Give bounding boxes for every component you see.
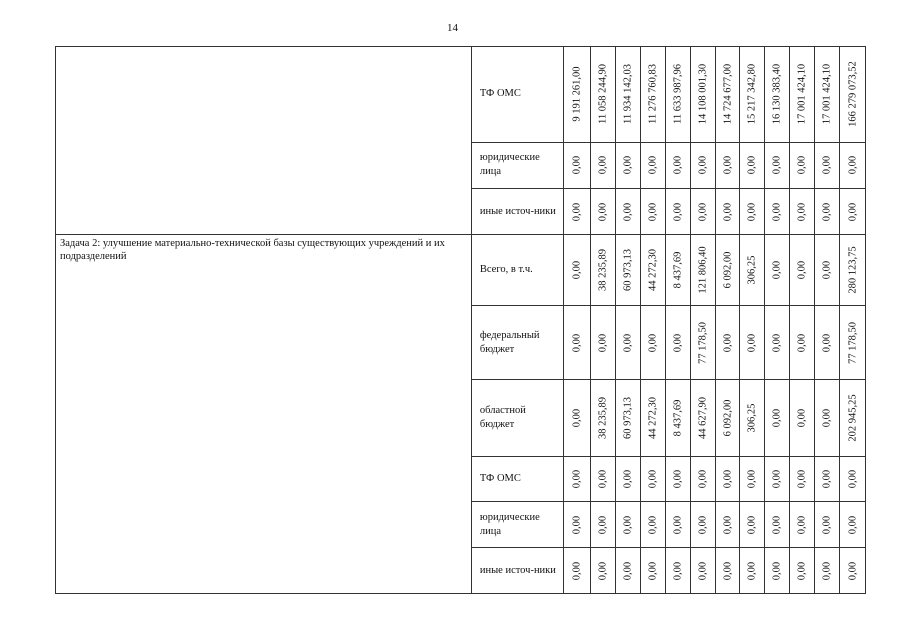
funding-source-cell: юридические лица [471, 502, 563, 548]
amount-cell [715, 235, 740, 306]
amount-cell [840, 380, 866, 456]
amount-value: 0,00 [796, 156, 808, 175]
amount-value: 0,00 [571, 408, 583, 428]
amount-value: 0,00 [622, 515, 634, 535]
amount-value: 16 130 383,40 [771, 64, 783, 125]
amount-cell [640, 456, 665, 502]
amount-value: 11 633 987,96 [672, 64, 684, 125]
amount-value: 0,00 [821, 202, 833, 221]
amount-cell [616, 235, 641, 306]
amount-value: 6 092,00 [722, 399, 734, 437]
amount-cell [840, 306, 866, 380]
amount-value: 0,00 [821, 515, 833, 535]
amount-value: 0,00 [597, 469, 609, 489]
amount-cell [765, 456, 790, 502]
amount-cell [591, 548, 616, 594]
amount-value: 0,00 [796, 202, 808, 221]
amount-cell [690, 548, 715, 594]
amount-cell [715, 456, 740, 502]
amount-value: 38 235,89 [597, 397, 609, 440]
amount-value: 0,00 [746, 469, 758, 489]
amount-cell [740, 142, 765, 189]
amount-value: 0,00 [796, 260, 808, 280]
amount-cell [690, 456, 715, 502]
amount-value: 0,00 [647, 202, 659, 221]
amount-cell [591, 456, 616, 502]
amount-cell [591, 502, 616, 548]
amount-cell [740, 502, 765, 548]
amount-cell [765, 189, 790, 235]
amount-cell [790, 380, 815, 456]
amount-value: 0,00 [847, 561, 859, 580]
amount-value: 0,00 [647, 515, 659, 535]
funding-source-cell: Всего, в т.ч. [471, 235, 563, 306]
amount-cell [815, 380, 840, 456]
amount-value: 0,00 [647, 333, 659, 353]
amount-value: 60 973,13 [622, 249, 634, 292]
amount-value: 0,00 [722, 156, 734, 175]
amount-value: 306,25 [746, 255, 758, 285]
amount-cell [616, 380, 641, 456]
amount-value: 0,00 [746, 561, 758, 580]
amount-cell [616, 189, 641, 235]
amount-value: 0,00 [771, 469, 783, 489]
task-cell: Задача 2: улучшение материально-технической базы существующих учреждений и их подразделений [56, 235, 472, 594]
amount-cell [690, 142, 715, 189]
amount-value: 0,00 [571, 156, 583, 175]
amount-value: 0,00 [771, 515, 783, 535]
amount-cell [665, 502, 690, 548]
amount-value: 0,00 [746, 515, 758, 535]
amount-cell [790, 456, 815, 502]
amount-cell [640, 306, 665, 380]
amount-cell [665, 456, 690, 502]
amount-cell [690, 189, 715, 235]
amount-cell [591, 235, 616, 306]
amount-cell [740, 456, 765, 502]
amount-value: 0,00 [847, 515, 859, 535]
amount-value: 44 272,30 [647, 397, 659, 440]
amount-value: 6 092,00 [722, 251, 734, 289]
amount-cell [591, 189, 616, 235]
amount-value: 0,00 [771, 260, 783, 280]
amount-value: 11 934 142,03 [622, 64, 634, 125]
amount-value: 0,00 [722, 333, 734, 353]
amount-value: 0,00 [771, 202, 783, 221]
amount-cell [690, 502, 715, 548]
amount-value: 0,00 [672, 515, 684, 535]
amount-cell [790, 189, 815, 235]
amount-value: 14 724 677,00 [722, 64, 734, 125]
amount-value: 38 235,89 [597, 249, 609, 292]
amount-value: 0,00 [622, 333, 634, 353]
amount-value: 44 627,90 [697, 397, 709, 440]
amount-cell [665, 142, 690, 189]
amount-cell [616, 306, 641, 380]
amount-value: 60 973,13 [622, 397, 634, 440]
funding-source-cell: иные источ-ники [471, 548, 563, 594]
amount-cell [715, 306, 740, 380]
amount-cell [790, 548, 815, 594]
amount-cell [815, 189, 840, 235]
amount-cell [564, 380, 591, 456]
amount-cell [765, 502, 790, 548]
amount-cell [665, 548, 690, 594]
amount-cell [740, 548, 765, 594]
page-number: 14 [447, 22, 458, 34]
amount-value: 0,00 [571, 202, 583, 221]
amount-cell [715, 380, 740, 456]
amount-cell [765, 380, 790, 456]
amount-cell [790, 142, 815, 189]
amount-cell [564, 548, 591, 594]
amount-cell [640, 380, 665, 456]
amount-cell [564, 502, 591, 548]
amount-cell [640, 235, 665, 306]
amount-cell [765, 142, 790, 189]
amount-cell [740, 47, 765, 143]
amount-cell [564, 456, 591, 502]
amount-value: 77 178,50 [847, 321, 859, 364]
amount-cell [640, 548, 665, 594]
amount-cell [690, 235, 715, 306]
amount-value: 0,00 [672, 333, 684, 353]
amount-cell [715, 142, 740, 189]
amount-cell [564, 47, 591, 143]
amount-cell [640, 142, 665, 189]
amount-value: 0,00 [672, 561, 684, 580]
amount-value: 77 178,50 [697, 321, 709, 364]
amount-cell [564, 306, 591, 380]
amount-cell [840, 142, 866, 189]
amount-value: 0,00 [697, 202, 709, 221]
amount-value: 0,00 [722, 515, 734, 535]
amount-value: 14 108 001,30 [697, 64, 709, 125]
funding-source-cell: иные источ-ники [471, 189, 563, 235]
funding-source-cell: юридические лица [471, 142, 563, 189]
amount-value: 0,00 [597, 561, 609, 580]
amount-value: 0,00 [571, 515, 583, 535]
amount-value: 121 806,40 [697, 246, 709, 294]
amount-value: 0,00 [622, 156, 634, 175]
amount-cell [840, 502, 866, 548]
budget-table [55, 46, 866, 594]
amount-cell [616, 142, 641, 189]
amount-cell [564, 189, 591, 235]
task-cell [56, 47, 472, 235]
funding-source-cell: ТФ ОМС [471, 456, 563, 502]
amount-cell [690, 47, 715, 143]
amount-cell [840, 47, 866, 143]
funding-source-cell: ТФ ОМС [471, 47, 563, 143]
amount-cell [815, 142, 840, 189]
amount-value: 0,00 [796, 469, 808, 489]
amount-cell [591, 380, 616, 456]
amount-cell [815, 235, 840, 306]
amount-value: 0,00 [821, 408, 833, 428]
amount-cell [765, 306, 790, 380]
amount-cell [815, 47, 840, 143]
amount-value: 306,25 [746, 403, 758, 433]
amount-cell [790, 235, 815, 306]
amount-cell [715, 548, 740, 594]
amount-value: 15 217 342,80 [746, 64, 758, 125]
table-row [56, 235, 866, 306]
amount-value: 0,00 [821, 260, 833, 280]
amount-value: 0,00 [571, 561, 583, 580]
amount-value: 0,00 [672, 202, 684, 221]
amount-cell [616, 502, 641, 548]
amount-value: 0,00 [796, 515, 808, 535]
amount-value: 0,00 [622, 202, 634, 221]
amount-cell [690, 306, 715, 380]
amount-cell [790, 502, 815, 548]
amount-cell [616, 47, 641, 143]
amount-cell [815, 502, 840, 548]
amount-value: 0,00 [771, 561, 783, 580]
amount-value: 0,00 [722, 202, 734, 221]
amount-cell [740, 235, 765, 306]
amount-value: 0,00 [796, 561, 808, 580]
amount-value: 0,00 [821, 469, 833, 489]
amount-cell [765, 235, 790, 306]
amount-cell [640, 47, 665, 143]
amount-cell [665, 47, 690, 143]
amount-value: 0,00 [571, 333, 583, 353]
amount-cell [616, 456, 641, 502]
amount-cell [765, 548, 790, 594]
amount-value: 0,00 [722, 561, 734, 580]
amount-cell [665, 306, 690, 380]
amount-value: 202 945,25 [847, 394, 859, 442]
amount-value: 0,00 [746, 156, 758, 175]
amount-cell [790, 47, 815, 143]
amount-value: 0,00 [647, 156, 659, 175]
amount-value: 0,00 [622, 561, 634, 580]
amount-value: 0,00 [597, 156, 609, 175]
amount-value: 11 058 244,90 [597, 64, 609, 125]
amount-cell [616, 548, 641, 594]
amount-value: 0,00 [672, 156, 684, 175]
funding-source-cell: областной бюджет [471, 380, 563, 456]
amount-value: 0,00 [597, 202, 609, 221]
amount-value: 8 437,69 [672, 251, 684, 289]
amount-cell [765, 47, 790, 143]
amount-value: 17 001 424,10 [796, 64, 808, 125]
amount-cell [665, 380, 690, 456]
amount-cell [564, 235, 591, 306]
amount-cell [564, 142, 591, 189]
amount-value: 44 272,30 [647, 249, 659, 292]
table-body [56, 47, 866, 594]
amount-value: 9 191 261,00 [571, 66, 583, 122]
amount-cell [740, 306, 765, 380]
amount-value: 0,00 [697, 469, 709, 489]
amount-value: 0,00 [746, 333, 758, 353]
amount-cell [815, 306, 840, 380]
amount-cell [840, 548, 866, 594]
amount-value: 0,00 [571, 469, 583, 489]
amount-cell [815, 456, 840, 502]
amount-value: 0,00 [647, 469, 659, 489]
amount-value: 11 276 760,83 [647, 64, 659, 125]
amount-value: 0,00 [622, 469, 634, 489]
amount-value: 280 123,75 [847, 246, 859, 294]
amount-value: 0,00 [647, 561, 659, 580]
amount-value: 0,00 [821, 561, 833, 580]
amount-value: 0,00 [771, 408, 783, 428]
amount-cell [840, 189, 866, 235]
funding-source-cell: федеральный бюджет [471, 306, 563, 380]
amount-value: 0,00 [597, 515, 609, 535]
amount-cell [591, 306, 616, 380]
amount-cell [640, 502, 665, 548]
amount-value: 0,00 [796, 333, 808, 353]
amount-value: 0,00 [597, 333, 609, 353]
amount-cell [690, 380, 715, 456]
amount-cell [740, 380, 765, 456]
amount-value: 0,00 [672, 469, 684, 489]
amount-value: 8 437,69 [672, 399, 684, 437]
amount-value: 166 279 073,52 [847, 61, 859, 128]
amount-value: 17 001 424,10 [821, 64, 833, 125]
amount-value: 0,00 [847, 469, 859, 489]
amount-value: 0,00 [746, 202, 758, 221]
table-row [56, 47, 866, 143]
amount-cell [591, 142, 616, 189]
amount-value: 0,00 [722, 469, 734, 489]
amount-value: 0,00 [697, 156, 709, 175]
amount-cell [840, 235, 866, 306]
amount-cell [840, 456, 866, 502]
amount-value: 0,00 [821, 333, 833, 353]
amount-cell [790, 306, 815, 380]
amount-value: 0,00 [771, 333, 783, 353]
amount-value: 0,00 [771, 156, 783, 175]
amount-cell [640, 189, 665, 235]
amount-cell [591, 47, 616, 143]
amount-cell [740, 189, 765, 235]
amount-value: 0,00 [796, 408, 808, 428]
amount-cell [665, 235, 690, 306]
amount-value: 0,00 [847, 202, 859, 221]
amount-cell [715, 47, 740, 143]
amount-cell [665, 189, 690, 235]
amount-cell [715, 189, 740, 235]
amount-cell [815, 548, 840, 594]
amount-value: 0,00 [697, 561, 709, 580]
amount-value: 0,00 [697, 515, 709, 535]
amount-cell [715, 502, 740, 548]
amount-value: 0,00 [571, 260, 583, 280]
amount-value: 0,00 [847, 156, 859, 175]
amount-value: 0,00 [821, 156, 833, 175]
